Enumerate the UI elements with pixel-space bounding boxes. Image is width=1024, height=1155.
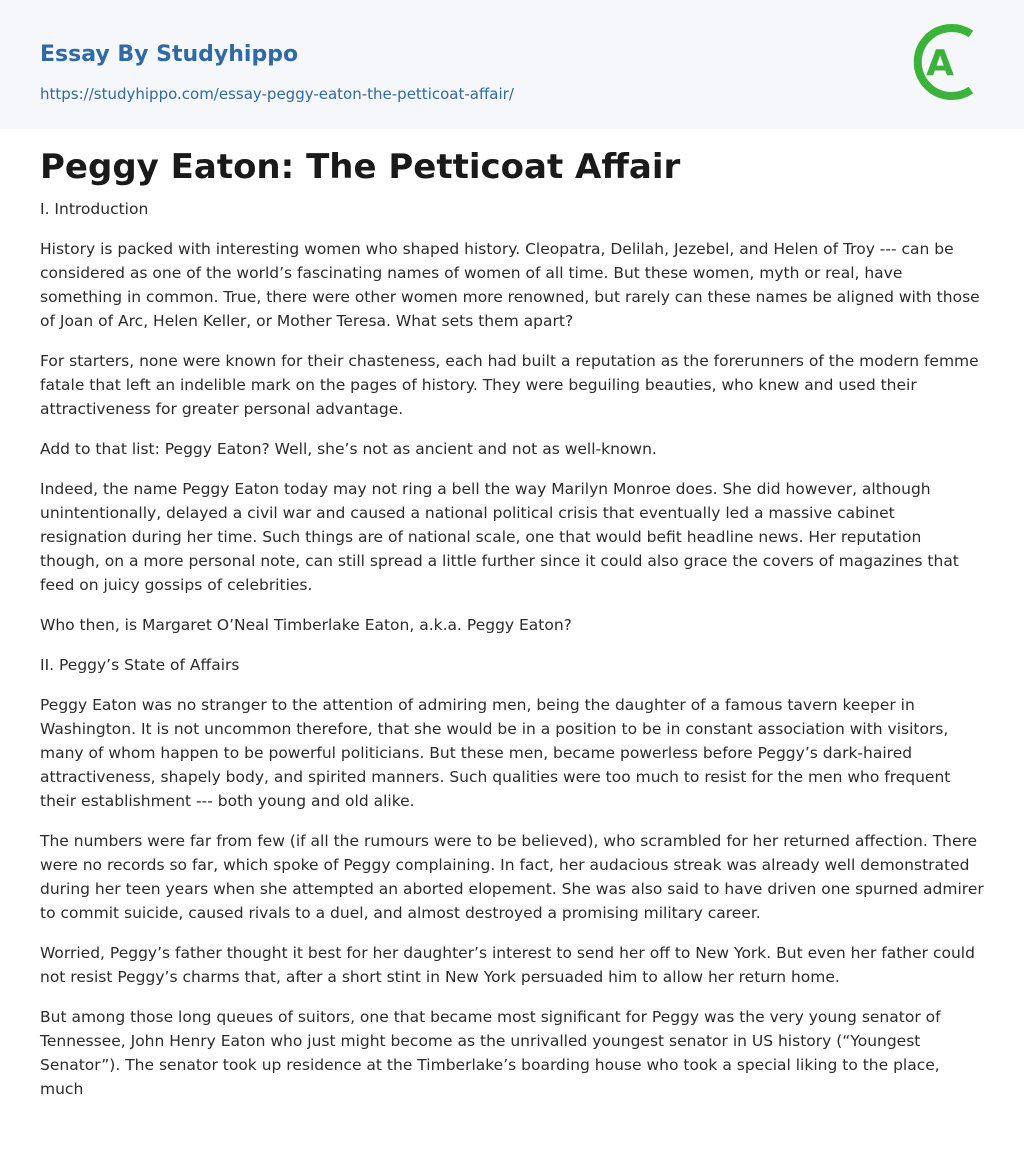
site-header bbox=[0, 0, 1024, 129]
site-brand[interactable]: Essay By Studyhippo bbox=[40, 42, 299, 67]
section-heading-state-of-affairs: II. Peggy’s State of Affairs bbox=[40, 656, 240, 674]
paragraph: The numbers were far from few (if all the rumours were to be believed), who scrambled for her returned affection. There were no records so far, which spoke of Peggy complaining. In fact, her audacious streak was already well demonstrated during her teen years when she attempted an aborted elopement. She was also said to have driven one spurned admirer to commit suicide, caused rivals to a duel, and almost destroyed a promising military career. bbox=[40, 832, 984, 922]
article-title: Peggy Eaton: The Petticoat Affair bbox=[40, 147, 681, 187]
section-heading-introduction: I. Introduction bbox=[40, 200, 149, 218]
paragraph: Worried, Peggy’s father thought it best for her daughter’s interest to send her off to New York. But even her father could not resist Peggy’s charms that, after a short stint in New York persuaded him to allow her return home. bbox=[40, 944, 975, 986]
paragraph: Indeed, the name Peggy Eaton today may not ring a bell the way Marilyn Monroe does. She did however, although unintentionally, delayed a civil war and caused a national political crisis that eventually led a massive cabinet resignation during her time. Such things are of national scale, one that would befit headline news. Her reputation though, on a more personal note, can still spread a little further since it could also grace the covers of magazines that feed on juicy gossips of celebrities. bbox=[40, 480, 959, 594]
paragraph: But among those long queues of suitors, one that became most significant for Peggy was the very young senator of Tennessee, John Henry Eaton who just might become as the unrivalled youngest senator in US history (“Youngest Senator”). The senator took up residence at the Timberlake’s boarding house who took a special liking to the place, much bbox=[40, 1008, 941, 1098]
paragraph: History is packed with interesting women who shaped history. Cleopatra, Delilah, Jezebel, and Helen of Troy --- can be considered as one of the world’s fascinating names of women of all time. But these women, myth or real, have something in common. True, there were other women more renowned, but rarely can these names be aligned with those of Joan of Arc, Helen Keller, or Mother Teresa. What sets them apart? bbox=[40, 240, 980, 330]
article-body bbox=[40, 144, 985, 1117]
logo-letter: A bbox=[926, 43, 954, 84]
essay-url-link[interactable]: https://studyhippo.com/essay-peggy-eaton-the-petticoat-affair/ bbox=[40, 85, 514, 103]
paragraph: For starters, none were known for their chasteness, each had built a reputation as the forerunners of the modern femme fatale that left an indelible mark on the pages of history. They were beguiling beauties, who knew and used their attractiveness for greater personal advantage. bbox=[40, 352, 979, 418]
paragraph: Peggy Eaton was no stranger to the attention of admiring men, being the daughter of a famous tavern keeper in Washington. It is not uncommon therefore, that she would be in a position to be in constant association with visitors, many of whom happen to be powerful politicians. But these men, became powerless before Peggy’s dark-haired attractiveness, shapely body, and spirited manners. Such qualities were too much to resist for the men who frequent their establishment --- both young and old alike. bbox=[40, 696, 951, 810]
paragraph: Add to that list: Peggy Eaton? Well, she’s not as ancient and not as well-known. bbox=[40, 440, 657, 458]
studyhippo-logo[interactable] bbox=[912, 19, 986, 105]
paragraph: Who then, is Margaret O’Neal Timberlake Eaton, a.k.a. Peggy Eaton? bbox=[40, 616, 572, 634]
